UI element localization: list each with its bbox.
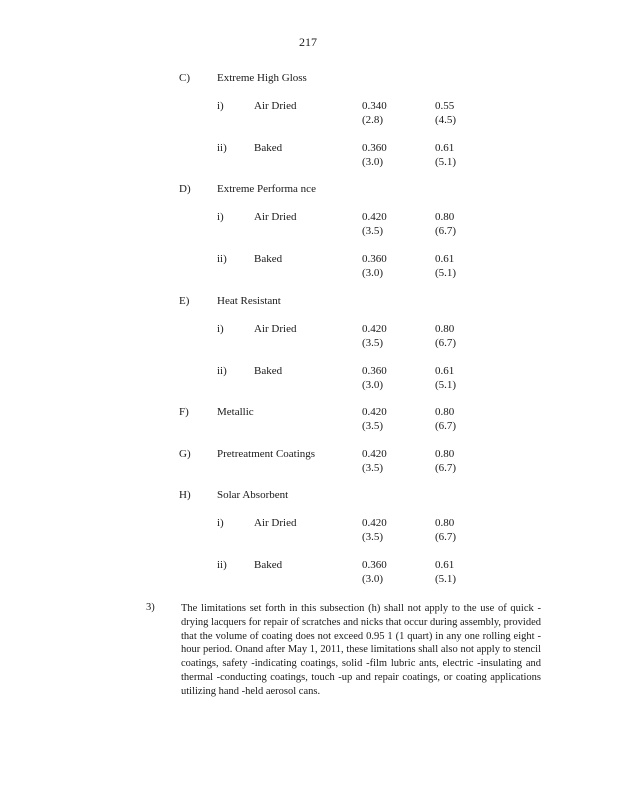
value-secondary: 0.61 [435, 559, 455, 571]
section-letter: D) [179, 183, 191, 195]
item-number: ii) [217, 142, 227, 154]
item-number: i) [217, 100, 224, 112]
value-primary-alt: (3.5) [362, 225, 384, 237]
value-secondary: 0.61 [435, 365, 455, 377]
value-secondary-alt: (6.7) [435, 337, 457, 349]
item-number: ii) [217, 559, 227, 571]
value-primary-alt: (3.5) [362, 337, 384, 349]
value-secondary: 0.80 [435, 211, 455, 223]
item-name: Baked [254, 559, 283, 571]
value-secondary-alt: (5.1) [435, 573, 457, 585]
value-secondary-alt: (5.1) [435, 267, 457, 279]
value-secondary-alt: (6.7) [435, 420, 457, 432]
section-letter: C) [179, 72, 190, 84]
section-name: Extreme Performa nce [217, 183, 316, 195]
value-primary: 0.360 [362, 559, 387, 571]
item-name: Air Dried [254, 517, 297, 529]
value-primary-alt: (3.5) [362, 420, 384, 432]
value-secondary-alt: (6.7) [435, 531, 457, 543]
value-secondary: 0.80 [435, 448, 455, 460]
value-primary: 0.420 [362, 517, 387, 529]
item-name: Air Dried [254, 323, 297, 335]
section-name: Metallic [217, 406, 254, 418]
page-number: 217 [299, 35, 317, 49]
value-primary: 0.420 [362, 323, 387, 335]
item-number: i) [217, 323, 224, 335]
value-primary: 0.420 [362, 406, 387, 418]
section-letter: E) [179, 295, 190, 307]
item-number: ii) [217, 365, 227, 377]
value-secondary-alt: (6.7) [435, 225, 457, 237]
value-secondary-alt: (6.7) [435, 462, 457, 474]
section-name: Solar Absorbent [217, 489, 289, 501]
section-name: Extreme High Gloss [217, 72, 307, 84]
item-number: i) [217, 517, 224, 529]
value-primary-alt: (2.8) [362, 114, 384, 126]
paragraph-number: 3) [146, 602, 155, 613]
value-secondary-alt: (5.1) [435, 156, 457, 168]
value-primary: 0.340 [362, 100, 387, 112]
item-name: Air Dried [254, 100, 297, 112]
value-secondary: 0.80 [435, 323, 455, 335]
value-primary-alt: (3.0) [362, 267, 384, 279]
value-primary: 0.360 [362, 365, 387, 377]
section-letter: F) [179, 406, 189, 418]
section-letter: H) [179, 489, 191, 501]
item-name: Baked [254, 365, 283, 377]
value-primary: 0.420 [362, 211, 387, 223]
section-name: Heat Resistant [217, 295, 281, 307]
section-letter: G) [179, 448, 191, 460]
value-secondary-alt: (5.1) [435, 379, 457, 391]
paragraph-text: The limitations set forth in this subsection (h) shall not apply to the use of quick -drying lacquers for repair of scratches and nicks that occur during assembly, provided that the volume of coating does not exceed 0.95 1 (1 quart) in any one rolling eight -hour period. Onand after May 1, 2011, these limitations shall also not apply to stencil coatings, safety -indicating coatings, solid -film lubric ants, electric -insulating and thermal -conducting coatings, touch -up and repair coatings, or coating applications utilizing hand -held aerosol cans. [181, 603, 541, 697]
item-name: Baked [254, 142, 283, 154]
value-secondary: 0.61 [435, 253, 455, 265]
value-primary-alt: (3.0) [362, 573, 384, 585]
section-name: Pretreatment Coatings [217, 448, 316, 460]
item-number: i) [217, 211, 224, 223]
item-number: ii) [217, 253, 227, 265]
value-primary-alt: (3.0) [362, 156, 384, 168]
value-primary: 0.420 [362, 448, 387, 460]
value-primary: 0.360 [362, 142, 387, 154]
value-primary-alt: (3.5) [362, 462, 384, 474]
value-secondary: 0.80 [435, 517, 455, 529]
item-name: Air Dried [254, 211, 297, 223]
value-secondary: 0.61 [435, 142, 455, 154]
value-primary-alt: (3.5) [362, 531, 384, 543]
value-primary-alt: (3.0) [362, 379, 384, 391]
item-name: Baked [254, 253, 283, 265]
value-secondary-alt: (4.5) [435, 114, 457, 126]
value-secondary: 0.55 [435, 100, 455, 112]
value-secondary: 0.80 [435, 406, 455, 418]
value-primary: 0.360 [362, 253, 387, 265]
